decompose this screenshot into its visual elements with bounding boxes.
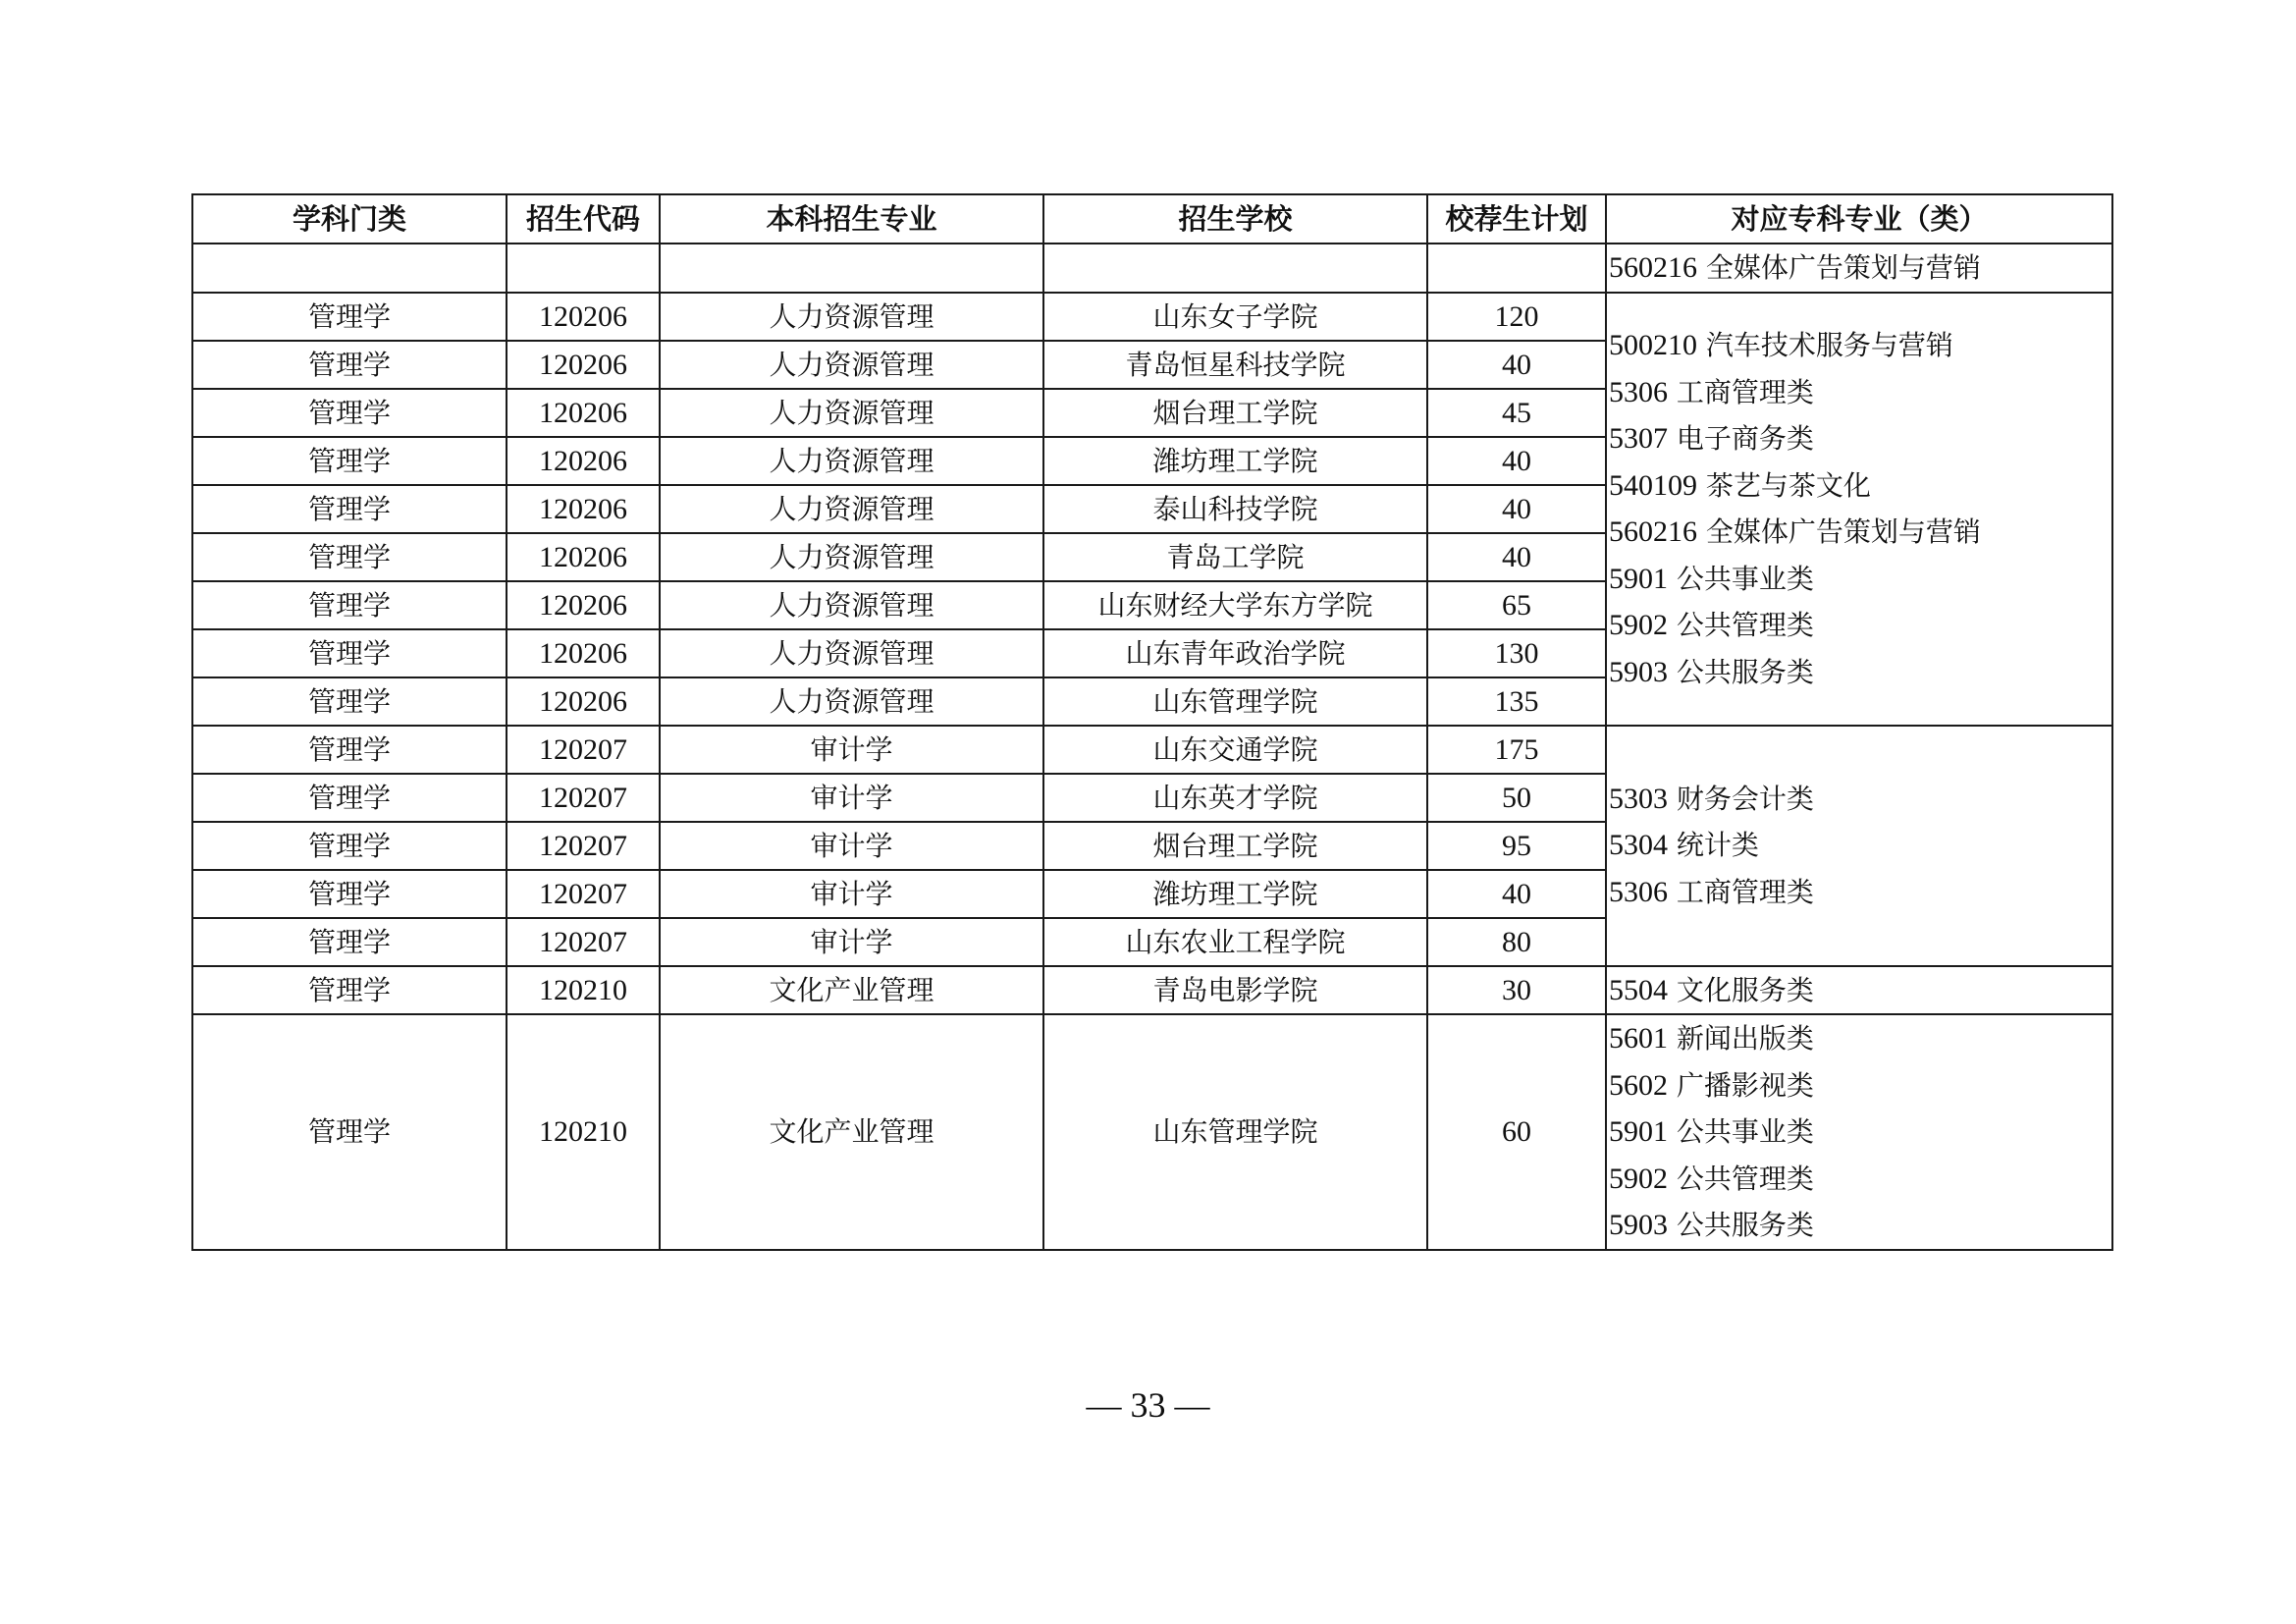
vocational-major-code: 5602 bbox=[1609, 1068, 1668, 1102]
cell-major: 审计学 bbox=[660, 774, 1043, 822]
vocational-major-code: 500210 bbox=[1609, 329, 1697, 361]
vocational-major-code: 5902 bbox=[1609, 609, 1668, 641]
vocational-major-item bbox=[1607, 244, 2111, 292]
cell-major: 人力资源管理 bbox=[660, 629, 1043, 677]
vocational-major-item bbox=[1607, 369, 2111, 416]
cell-plan: 40 bbox=[1427, 485, 1606, 533]
vocational-major-code: 5901 bbox=[1609, 1115, 1668, 1148]
cell-category: 管理学 bbox=[192, 437, 507, 485]
vocational-major-code: 5306 bbox=[1609, 375, 1668, 408]
enrollment-table bbox=[191, 193, 2113, 1251]
cell-plan: 95 bbox=[1427, 822, 1606, 870]
cell-category: 管理学 bbox=[192, 966, 507, 1015]
cell-school: 山东管理学院 bbox=[1043, 1014, 1427, 1250]
vocational-major-code: 5303 bbox=[1609, 782, 1668, 815]
cell-plan: 135 bbox=[1427, 677, 1606, 726]
vocational-major-item bbox=[1607, 967, 2111, 1014]
cell-plan: 130 bbox=[1427, 629, 1606, 677]
cell-school: 山东女子学院 bbox=[1043, 293, 1427, 341]
cell-plan: 40 bbox=[1427, 533, 1606, 581]
header-code: 招生代码 bbox=[507, 194, 660, 244]
vocational-major-item bbox=[1607, 602, 2111, 649]
cell-school: 青岛工学院 bbox=[1043, 533, 1427, 581]
vocational-major-code: 5601 bbox=[1609, 1022, 1668, 1055]
vocational-major-name: 汽车技术服务与营销 bbox=[1705, 329, 1953, 361]
vocational-major-item bbox=[1607, 556, 2111, 603]
cell-plan: 50 bbox=[1427, 774, 1606, 822]
cell-code: 120206 bbox=[507, 293, 660, 341]
cell-category: 管理学 bbox=[192, 341, 507, 389]
vocational-major-item bbox=[1607, 1015, 2111, 1062]
vocational-major-code: 560216 bbox=[1609, 515, 1697, 548]
header-plan: 校荐生计划 bbox=[1427, 194, 1606, 244]
cell-empty bbox=[192, 244, 507, 293]
cell-major: 审计学 bbox=[660, 918, 1043, 966]
vocational-major-name: 公共管理类 bbox=[1676, 609, 1814, 641]
cell-school: 潍坊理工学院 bbox=[1043, 870, 1427, 918]
cell-vocational-majors bbox=[1606, 293, 2112, 726]
cell-plan: 40 bbox=[1427, 437, 1606, 485]
cell-category: 管理学 bbox=[192, 389, 507, 437]
cell-plan: 30 bbox=[1427, 966, 1606, 1015]
cell-code: 120207 bbox=[507, 774, 660, 822]
vocational-major-item bbox=[1607, 776, 2111, 823]
vocational-major-name: 公共服务类 bbox=[1676, 655, 1814, 688]
cell-empty bbox=[660, 244, 1043, 293]
cell-code: 120207 bbox=[507, 918, 660, 966]
enrollment-table-page bbox=[191, 193, 2111, 1251]
vocational-major-code: 5304 bbox=[1609, 829, 1668, 862]
vocational-major-item bbox=[1607, 322, 2111, 369]
vocational-major-name: 文化服务类 bbox=[1676, 973, 1814, 1006]
cell-major: 人力资源管理 bbox=[660, 533, 1043, 581]
cell-major: 审计学 bbox=[660, 870, 1043, 918]
table-row bbox=[192, 966, 2112, 1015]
cell-school: 山东英才学院 bbox=[1043, 774, 1427, 822]
cell-empty bbox=[507, 244, 660, 293]
vocational-major-code: 5902 bbox=[1609, 1162, 1668, 1195]
cell-category: 管理学 bbox=[192, 581, 507, 629]
vocational-major-code: 5307 bbox=[1609, 422, 1668, 455]
vocational-major-name: 财务会计类 bbox=[1676, 782, 1814, 815]
cell-major: 人力资源管理 bbox=[660, 485, 1043, 533]
header-category: 学科门类 bbox=[192, 194, 507, 244]
cell-vocational-majors bbox=[1606, 244, 2112, 293]
vocational-major-name: 新闻出版类 bbox=[1676, 1022, 1814, 1055]
table-body bbox=[192, 244, 2112, 1250]
cell-plan: 45 bbox=[1427, 389, 1606, 437]
cell-code: 120210 bbox=[507, 1014, 660, 1250]
cell-major: 人力资源管理 bbox=[660, 389, 1043, 437]
header-major: 本科招生专业 bbox=[660, 194, 1043, 244]
cell-category: 管理学 bbox=[192, 726, 507, 774]
cell-school: 泰山科技学院 bbox=[1043, 485, 1427, 533]
cell-code: 120206 bbox=[507, 485, 660, 533]
vocational-major-item bbox=[1607, 462, 2111, 510]
vocational-major-item bbox=[1607, 509, 2111, 556]
vocational-major-item bbox=[1607, 415, 2111, 462]
cell-school: 烟台理工学院 bbox=[1043, 822, 1427, 870]
vocational-major-item bbox=[1607, 869, 2111, 916]
cell-school: 烟台理工学院 bbox=[1043, 389, 1427, 437]
cell-category: 管理学 bbox=[192, 293, 507, 341]
vocational-major-name: 公共事业类 bbox=[1676, 562, 1814, 595]
cell-category: 管理学 bbox=[192, 870, 507, 918]
cell-empty bbox=[1427, 244, 1606, 293]
vocational-major-item bbox=[1607, 1062, 2111, 1110]
vocational-major-name: 工商管理类 bbox=[1676, 375, 1814, 408]
cell-major: 人力资源管理 bbox=[660, 437, 1043, 485]
cell-empty bbox=[1043, 244, 1427, 293]
header-vocational-majors: 对应专科专业（类） bbox=[1606, 194, 2112, 244]
cell-code: 120206 bbox=[507, 677, 660, 726]
cell-plan: 175 bbox=[1427, 726, 1606, 774]
cell-school: 山东青年政治学院 bbox=[1043, 629, 1427, 677]
cell-major: 文化产业管理 bbox=[660, 1014, 1043, 1250]
cell-code: 120207 bbox=[507, 822, 660, 870]
cell-major: 人力资源管理 bbox=[660, 341, 1043, 389]
cell-code: 120206 bbox=[507, 533, 660, 581]
cell-major: 文化产业管理 bbox=[660, 966, 1043, 1015]
vocational-major-code: 5901 bbox=[1609, 562, 1668, 595]
cell-school: 山东交通学院 bbox=[1043, 726, 1427, 774]
cell-code: 120206 bbox=[507, 437, 660, 485]
vocational-major-code: 5504 bbox=[1609, 973, 1668, 1006]
cell-major: 人力资源管理 bbox=[660, 677, 1043, 726]
cell-category: 管理学 bbox=[192, 918, 507, 966]
cell-school: 潍坊理工学院 bbox=[1043, 437, 1427, 485]
cell-school: 山东农业工程学院 bbox=[1043, 918, 1427, 966]
vocational-major-name: 广播影视类 bbox=[1676, 1068, 1814, 1102]
vocational-major-item bbox=[1607, 822, 2111, 869]
vocational-major-name: 公共事业类 bbox=[1676, 1115, 1814, 1148]
cell-plan: 60 bbox=[1427, 1014, 1606, 1250]
cell-code: 120207 bbox=[507, 726, 660, 774]
cell-major: 人力资源管理 bbox=[660, 293, 1043, 341]
cell-major: 人力资源管理 bbox=[660, 581, 1043, 629]
vocational-major-code: 5903 bbox=[1609, 1209, 1668, 1241]
vocational-major-item bbox=[1607, 649, 2111, 696]
vocational-major-item bbox=[1607, 1202, 2111, 1249]
vocational-major-code: 5903 bbox=[1609, 655, 1668, 688]
vocational-major-code: 560216 bbox=[1609, 251, 1697, 284]
cell-category: 管理学 bbox=[192, 533, 507, 581]
vocational-major-name: 统计类 bbox=[1676, 829, 1759, 862]
cell-plan: 40 bbox=[1427, 341, 1606, 389]
cell-vocational-majors bbox=[1606, 726, 2112, 966]
vocational-major-name: 公共服务类 bbox=[1676, 1209, 1814, 1241]
table-row bbox=[192, 1014, 2112, 1250]
cell-category: 管理学 bbox=[192, 677, 507, 726]
cell-code: 120206 bbox=[507, 581, 660, 629]
cell-category: 管理学 bbox=[192, 1014, 507, 1250]
vocational-major-code: 5306 bbox=[1609, 875, 1668, 908]
cell-category: 管理学 bbox=[192, 774, 507, 822]
cell-major: 审计学 bbox=[660, 726, 1043, 774]
cell-code: 120206 bbox=[507, 389, 660, 437]
vocational-major-name: 全媒体广告策划与营销 bbox=[1705, 251, 1981, 284]
cell-plan: 80 bbox=[1427, 918, 1606, 966]
cell-plan: 65 bbox=[1427, 581, 1606, 629]
cell-code: 120206 bbox=[507, 629, 660, 677]
cell-plan: 120 bbox=[1427, 293, 1606, 341]
vocational-major-code: 540109 bbox=[1609, 468, 1697, 502]
vocational-major-name: 电子商务类 bbox=[1676, 422, 1814, 455]
cell-category: 管理学 bbox=[192, 822, 507, 870]
cell-vocational-majors bbox=[1606, 1014, 2112, 1250]
cell-school: 山东管理学院 bbox=[1043, 677, 1427, 726]
cell-category: 管理学 bbox=[192, 485, 507, 533]
vocational-major-name: 公共管理类 bbox=[1676, 1162, 1814, 1195]
cell-school: 青岛电影学院 bbox=[1043, 966, 1427, 1015]
cell-school: 山东财经大学东方学院 bbox=[1043, 581, 1427, 629]
table-row bbox=[192, 726, 2112, 774]
vocational-major-name: 茶艺与茶文化 bbox=[1705, 468, 1871, 502]
cell-school: 青岛恒星科技学院 bbox=[1043, 341, 1427, 389]
table-header-row bbox=[192, 194, 2112, 244]
cell-major: 审计学 bbox=[660, 822, 1043, 870]
vocational-major-name: 全媒体广告策划与营销 bbox=[1705, 515, 1981, 548]
table-row bbox=[192, 293, 2112, 341]
cell-category: 管理学 bbox=[192, 629, 507, 677]
vocational-major-name: 工商管理类 bbox=[1676, 875, 1814, 908]
cell-plan: 40 bbox=[1427, 870, 1606, 918]
cell-vocational-majors bbox=[1606, 966, 2112, 1015]
table-row-carryover bbox=[192, 244, 2112, 293]
cell-code: 120207 bbox=[507, 870, 660, 918]
page-number: — 33 — bbox=[1086, 1385, 1210, 1425]
cell-code: 120206 bbox=[507, 341, 660, 389]
vocational-major-item bbox=[1607, 1109, 2111, 1156]
vocational-major-item bbox=[1607, 1156, 2111, 1203]
cell-code: 120210 bbox=[507, 966, 660, 1015]
header-school: 招生学校 bbox=[1043, 194, 1427, 244]
